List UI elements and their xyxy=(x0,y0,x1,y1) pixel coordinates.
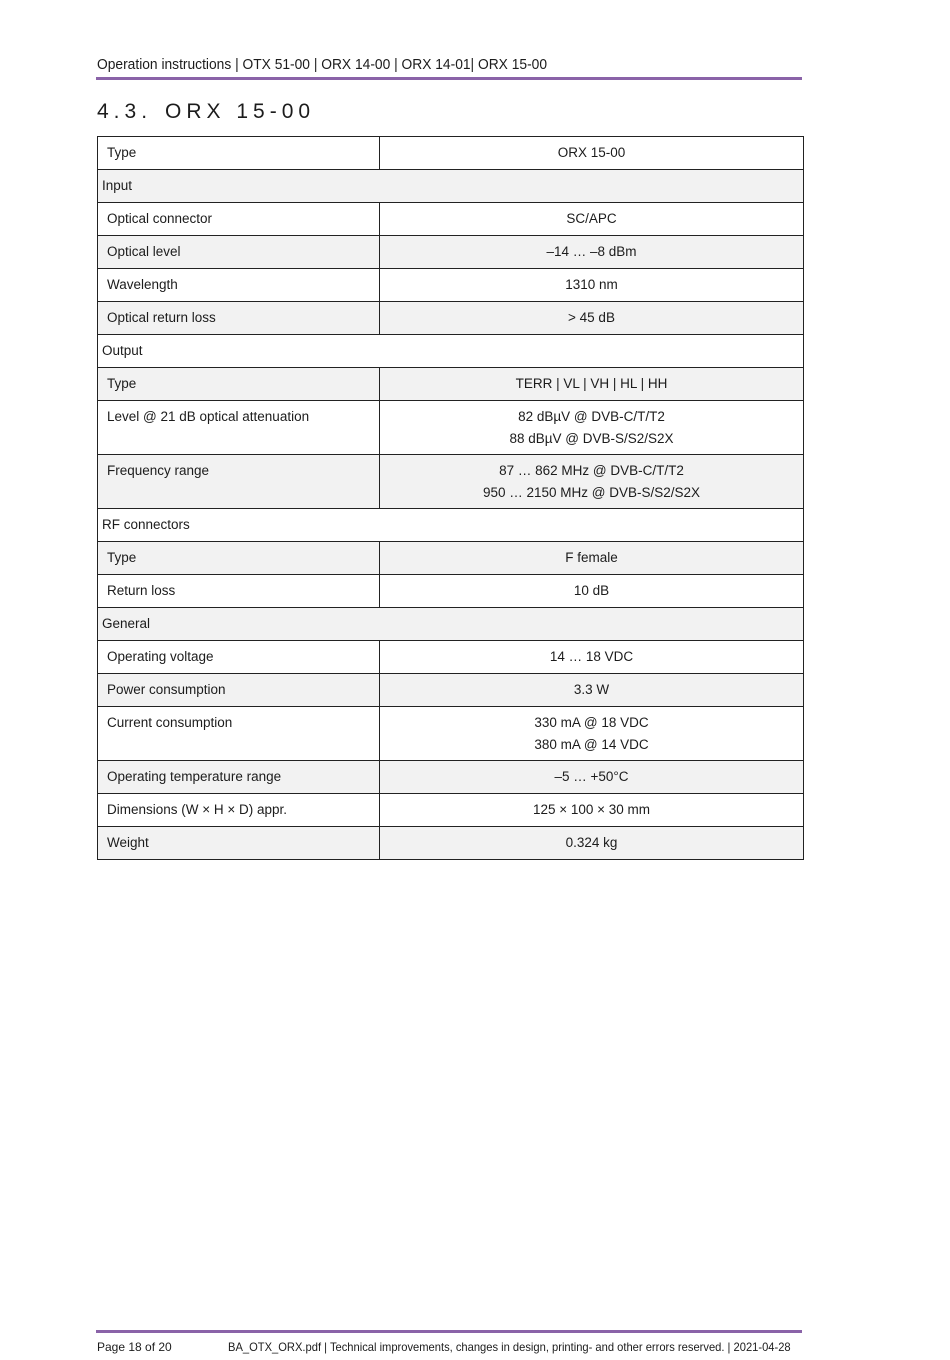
parameter-label: Power consumption xyxy=(107,682,226,697)
section-number: 4.3. xyxy=(97,100,153,123)
value-cell xyxy=(380,794,804,827)
group-label-cell xyxy=(98,335,804,368)
document-header-title: Operation instructions | OTX 51-00 | ORX 14-00 | ORX 14-01| ORX 15-00 xyxy=(97,56,548,73)
table-row xyxy=(98,203,804,236)
parameter-label: Type xyxy=(107,145,137,160)
value-cell xyxy=(380,302,804,335)
group-label-cell xyxy=(98,509,804,542)
parameter-cell xyxy=(98,794,380,827)
value-cell xyxy=(380,707,804,761)
value-cell xyxy=(380,575,804,608)
table-row xyxy=(98,575,804,608)
group-label: RF connectors xyxy=(102,517,190,532)
value-cell xyxy=(380,674,804,707)
table-row xyxy=(98,707,804,761)
table-row xyxy=(98,137,804,170)
value-cell xyxy=(380,827,804,860)
parameter-value: 950 … 2150 MHz @ DVB-S/S2/S2X xyxy=(482,485,701,500)
table-row xyxy=(98,236,804,269)
parameter-value: –14 … –8 dBm xyxy=(546,244,637,259)
parameter-cell xyxy=(98,236,380,269)
value-cell xyxy=(380,137,804,170)
parameter-cell xyxy=(98,302,380,335)
parameter-value: TERR | VL | VH | HL | HH xyxy=(515,376,668,391)
parameter-cell xyxy=(98,401,380,455)
parameter-value: 3.3 W xyxy=(573,682,610,697)
group-label: Output xyxy=(102,343,143,358)
parameter-cell xyxy=(98,368,380,401)
table-row xyxy=(98,302,804,335)
parameter-value: –5 … +50°C xyxy=(554,769,629,784)
parameter-cell xyxy=(98,203,380,236)
section-title: ORX 15-00 xyxy=(165,100,316,123)
value-cell xyxy=(380,203,804,236)
footer-divider xyxy=(96,1330,802,1333)
parameter-value: SC/APC xyxy=(566,211,617,226)
specifications-table-body xyxy=(98,137,804,860)
value-cell xyxy=(380,761,804,794)
parameter-value: 330 mA @ 18 VDC xyxy=(534,715,649,730)
value-cell xyxy=(380,401,804,455)
parameter-label: Optical level xyxy=(107,244,181,259)
table-row xyxy=(98,269,804,302)
table-row xyxy=(98,794,804,827)
parameter-label: Wavelength xyxy=(107,277,178,292)
value-cell xyxy=(380,269,804,302)
parameter-value: 87 … 862 MHz @ DVB-C/T/T2 xyxy=(499,463,684,478)
parameter-label: Type xyxy=(107,550,137,565)
parameter-value: ORX 15-00 xyxy=(557,145,626,160)
table-row xyxy=(98,368,804,401)
parameter-cell xyxy=(98,707,380,761)
parameter-label: Operating voltage xyxy=(107,649,214,664)
parameter-value: 82 dBµV @ DVB-C/T/T2 xyxy=(518,409,665,424)
value-cell xyxy=(380,542,804,575)
table-group-row xyxy=(98,335,804,368)
parameter-label: Operating temperature range xyxy=(107,769,282,784)
parameter-value: F female xyxy=(565,550,618,565)
parameter-label: Weight xyxy=(107,835,149,850)
parameter-value: 0.324 kg xyxy=(565,835,618,850)
value-cell xyxy=(380,455,804,509)
parameter-label: Frequency range xyxy=(107,463,210,478)
parameter-cell xyxy=(98,542,380,575)
parameter-label: Dimensions (W × H × D) appr. xyxy=(107,802,288,817)
group-label: General xyxy=(102,616,151,631)
table-group-row xyxy=(98,509,804,542)
parameter-value: > 45 dB xyxy=(568,310,615,325)
header-divider xyxy=(96,77,802,80)
table-row xyxy=(98,455,804,509)
parameter-cell xyxy=(98,827,380,860)
parameter-label: Current consumption xyxy=(107,715,233,730)
parameter-cell xyxy=(98,674,380,707)
table-row xyxy=(98,827,804,860)
value-cell xyxy=(380,368,804,401)
section-heading xyxy=(97,100,315,124)
footer-note: BA_OTX_ORX.pdf | Technical improvements, changes in design, printing- and other errors reserved. | 2021-04-28 xyxy=(228,1340,791,1354)
parameter-value: 380 mA @ 14 VDC xyxy=(534,737,649,752)
parameter-label: Return loss xyxy=(107,583,176,598)
footer-page-number: Page 18 of 20 xyxy=(97,1340,172,1354)
value-cell xyxy=(380,641,804,674)
table-row xyxy=(98,542,804,575)
specifications-table xyxy=(97,136,804,860)
parameter-value: 88 dBµV @ DVB-S/S2/S2X xyxy=(509,431,674,446)
parameter-label: Optical connector xyxy=(107,211,213,226)
parameter-value: 125 × 100 × 30 mm xyxy=(532,802,651,817)
parameter-value: 10 dB xyxy=(573,583,610,598)
table-group-row xyxy=(98,170,804,203)
table-row xyxy=(98,401,804,455)
parameter-label: Optical return loss xyxy=(107,310,216,325)
parameter-label: Type xyxy=(107,376,137,391)
parameter-cell xyxy=(98,455,380,509)
table-row xyxy=(98,641,804,674)
group-label: Input xyxy=(102,178,133,193)
parameter-cell xyxy=(98,269,380,302)
parameter-value: 14 … 18 VDC xyxy=(549,649,634,664)
group-label-cell xyxy=(98,170,804,203)
parameter-label: Level @ 21 dB optical attenuation xyxy=(107,409,310,424)
parameter-cell xyxy=(98,137,380,170)
parameter-value: 1310 nm xyxy=(565,277,618,292)
table-group-row xyxy=(98,608,804,641)
value-cell xyxy=(380,236,804,269)
parameter-cell xyxy=(98,575,380,608)
table-row xyxy=(98,674,804,707)
parameter-cell xyxy=(98,641,380,674)
group-label-cell xyxy=(98,608,804,641)
parameter-cell xyxy=(98,761,380,794)
table-row xyxy=(98,761,804,794)
